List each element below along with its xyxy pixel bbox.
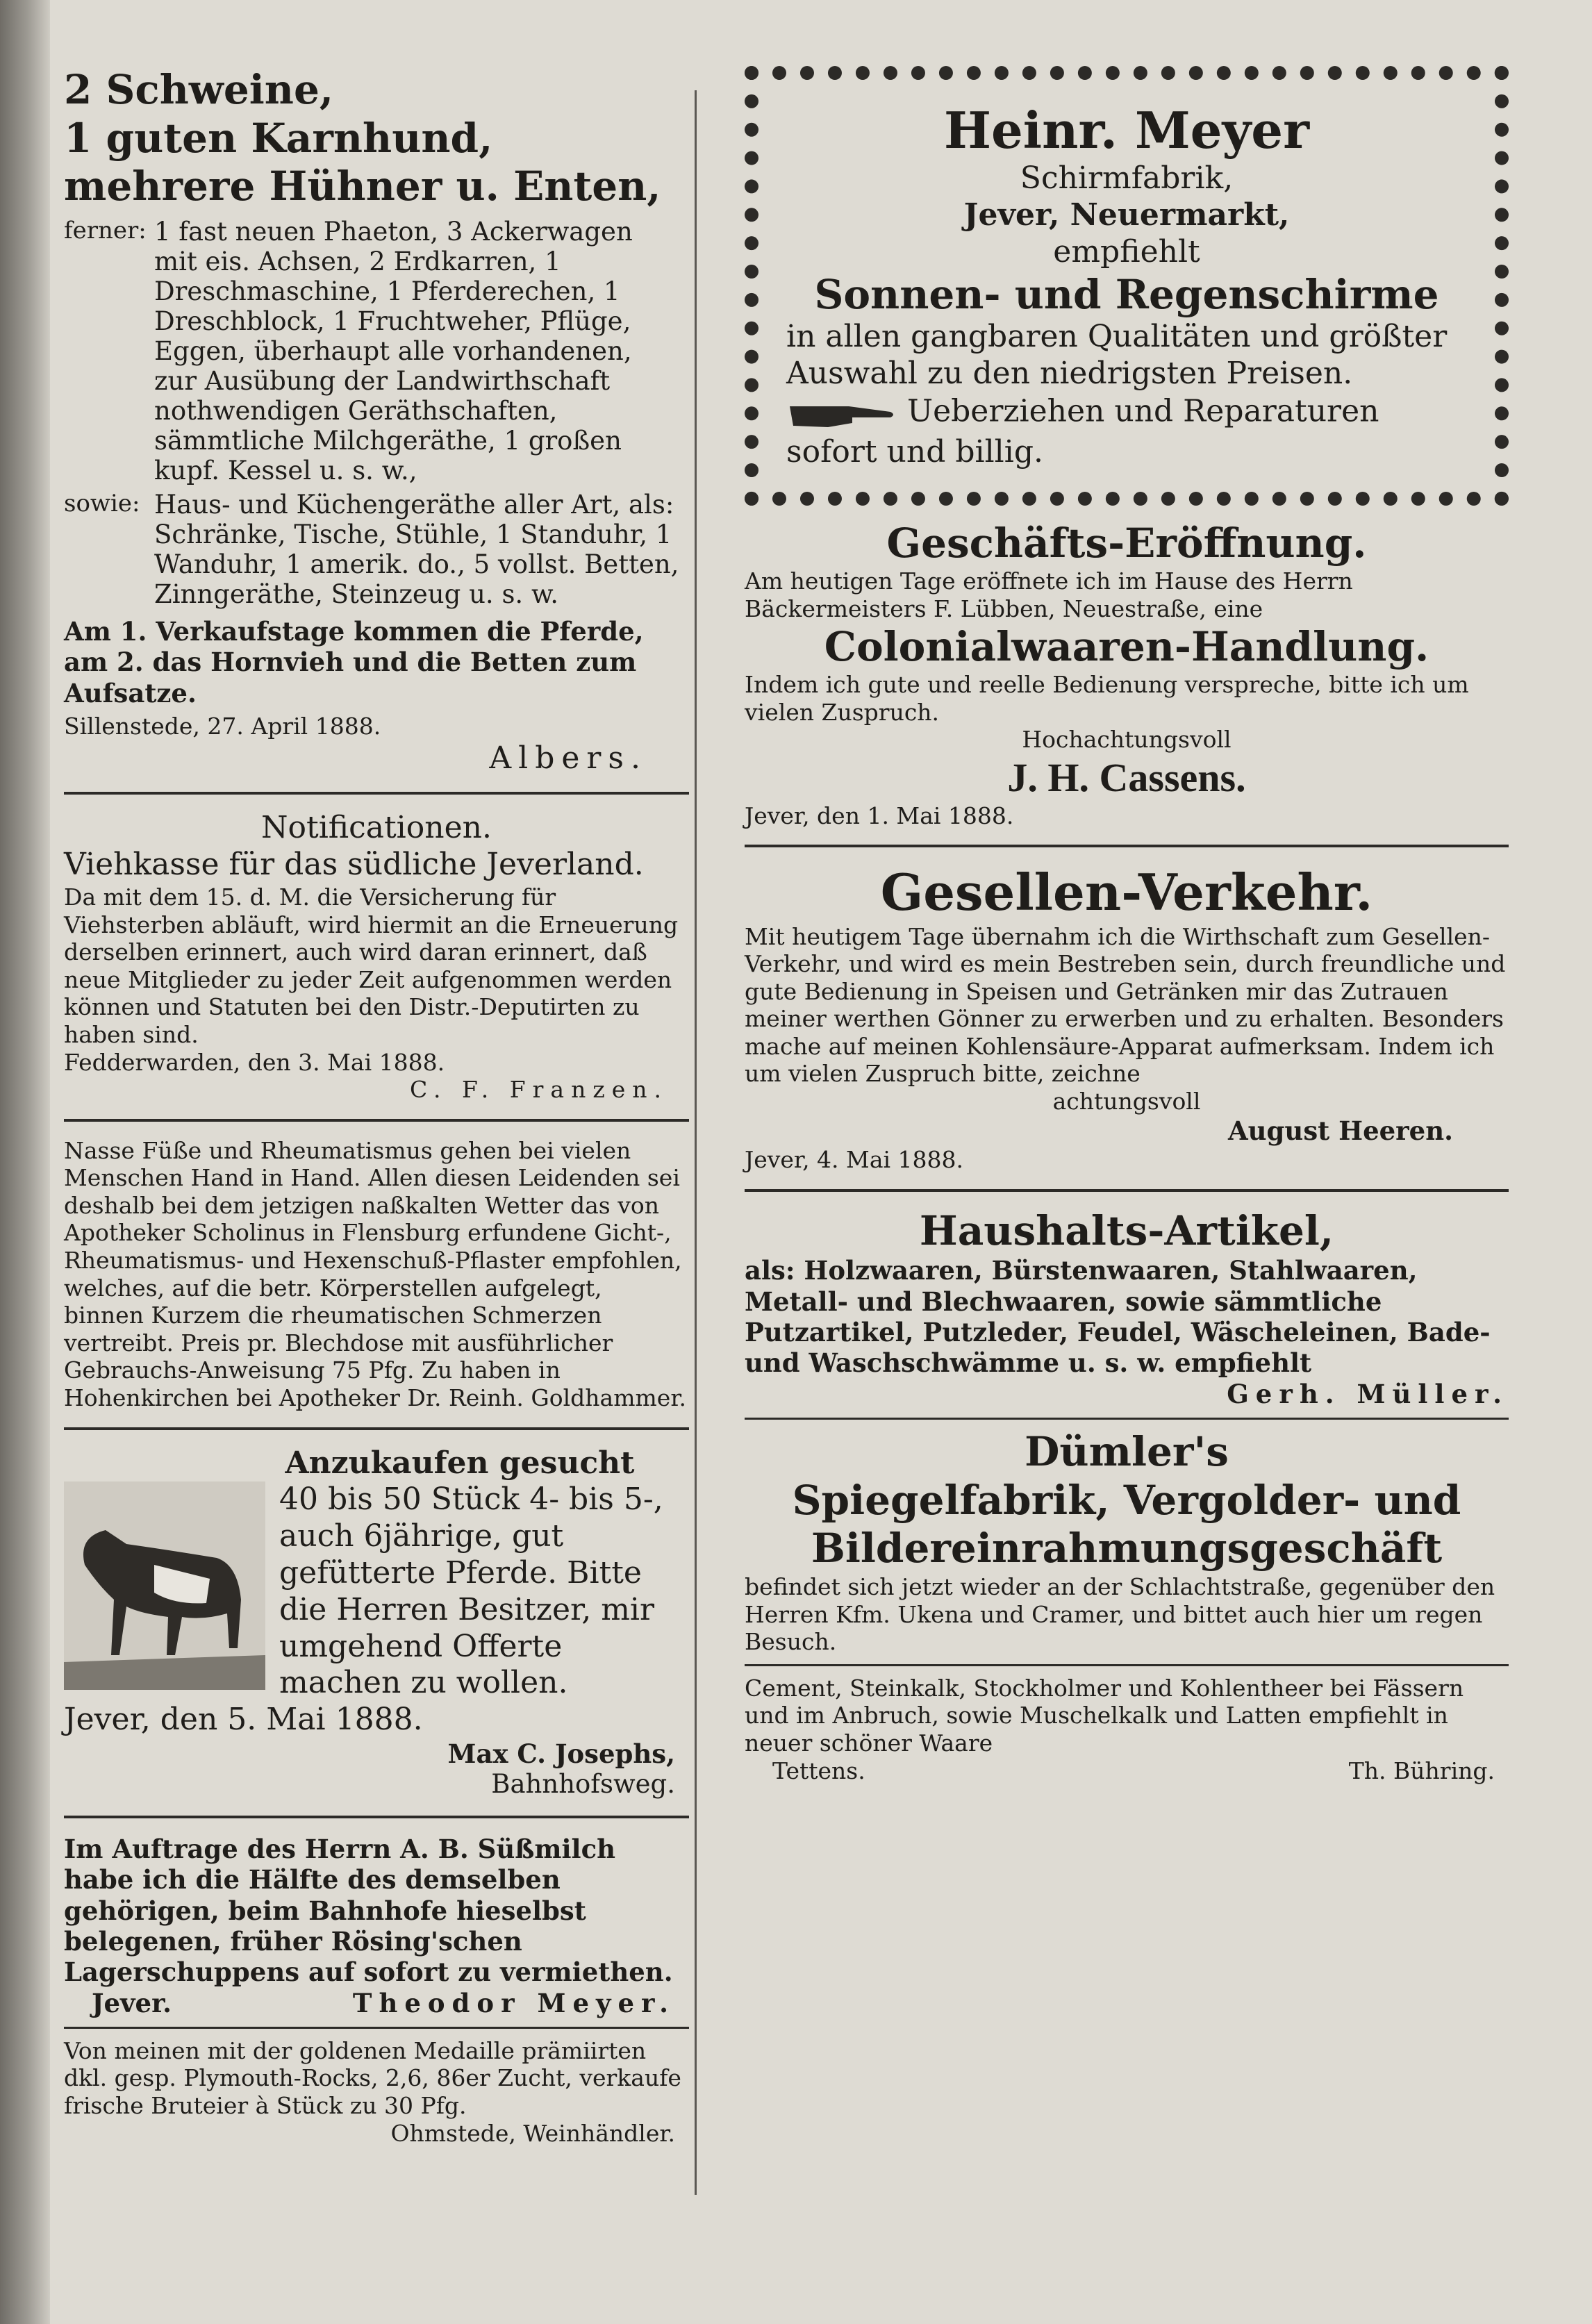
auction-line-3: mehrere Hühner u. Enten,	[64, 163, 661, 210]
gesellen-signature: August Heeren.	[1227, 1115, 1453, 1146]
meyer-body: in allen gangbaren Qualitäten und größter Auswahl zu den niedrigsten Preisen.	[786, 319, 1448, 392]
rule	[64, 1119, 689, 1122]
duemler-line-2: Spiegelfabrik, Vergolder- und	[792, 1476, 1461, 1524]
horses-signature: Max C. Josephs,	[447, 1738, 675, 1769]
auction-line-1: 2 Schweine,	[64, 66, 334, 113]
opening-shop: Colonialwaaren-Handlung.	[824, 622, 1429, 670]
opening-body-2: Indem ich gute und reelle Bedienung verspreche, bitte ich um vielen Zuspruch.	[745, 671, 1469, 726]
rule	[64, 2027, 689, 2029]
rule	[745, 1189, 1509, 1192]
auction-signature: Albers.	[489, 740, 647, 776]
meyer-address: Jever, Neuermarkt,	[963, 197, 1290, 233]
rheuma-ad	[64, 1137, 689, 1412]
notif-subheading: Viehkasse für das südliche Jeverland.	[64, 847, 644, 883]
rule	[745, 845, 1509, 847]
horses-heading: Anzukaufen gesucht	[285, 1445, 635, 1481]
auction-note: Am 1. Verkaufstage kommen die Pferde, am 2. das Hornvieh und die Betten zum Aufsatze.	[64, 615, 644, 708]
gesellen-heading: Gesellen-Verkehr.	[880, 863, 1373, 922]
rule	[64, 1816, 689, 1818]
rheuma-body: Nasse Füße und Rheumatismus gehen bei vielen Menschen Hand in Hand. Allen diesen Leidenden sei deshalb bei dem jetzigen naßkalten Wetter das von Apotheker Scholinus in Flensburg erfundene Gicht-, Rheumatismus- und Hexenschuß-Pflaster empfohlen, welches, auf die betr. Körperstellen aufgelegt, binnen Kurzem die rheumatischen Schmerzen vertreibt. Preis pr. Blechdose mit ausführlicher Gebrauchs-Anweisung 75 Pfg. Zu haben in Hohenkirchen bei Apotheker Dr. Reinh. Goldhammer.	[64, 1136, 686, 1412]
sowie-text: Haus- und Küchengeräthe aller Art, als: Schränke, Tische, Stühle, 1 Standuhr, 1 Wanduhr, 1 amerik. do., 5 vollst. Betten, Zinngeräthe, Steinzeug u. s. w.	[154, 489, 679, 609]
cement-signature: Th. Bühring.	[1348, 1757, 1495, 1784]
duemler-body: befindet sich jetzt wieder an der Schlachtstraße, gegenüber den Herren Kfm. Ukena und Cramer, und bittet auch hier um regen Besuch.	[745, 1572, 1495, 1656]
meyer-product: Sonnen- und Regenschirme	[814, 270, 1439, 318]
haushalt-heading: Haushalts-Artikel,	[919, 1206, 1334, 1254]
ferner-label: ferner:	[64, 216, 147, 244]
gesellen-regards: achtungsvoll	[1052, 1088, 1201, 1115]
horses-ad	[64, 1445, 689, 1800]
rent-signature: Theodor Meyer.	[352, 1987, 675, 2018]
notif-body: Da mit dem 15. d. M. die Versicherung für Viehsterben abläuft, wird hiermit an die Erneuerung derselben erinnert, auch wird daran erinnert, daß neue Mitglieder zu jeder Zeit aufgenommen werden können und Statuten bei den Distr.-Deputirten zu haben sind.	[64, 883, 679, 1048]
horse-illustration-icon	[64, 1481, 265, 1690]
duemler-ad	[745, 1428, 1509, 1656]
column-divider	[695, 90, 697, 2195]
notif-place-date: Fedderwarden, den 3. Mai 1888.	[64, 1048, 445, 1076]
haushalt-signature: Gerh. Müller.	[1227, 1378, 1509, 1409]
rent-body: Im Auftrage des Herrn A. B. Süßmilch habe ich die Hälfte des demselben gehörigen, beim Bahnhofe hieselbst belegenen, früher Rösing'schen Lagerschuppens auf sofort zu vermiethen.	[64, 1833, 673, 1988]
opening-signature: J. H. Cassens.	[1007, 754, 1246, 800]
rule	[745, 1418, 1509, 1420]
cement-body: Cement, Steinkalk, Stockholmer und Kohlentheer bei Fässern und im Anbruch, sowie Muschelkalk und Latten empfiehlt in neuer schöner Waare	[745, 1674, 1464, 1757]
meyer-repair: Ueberziehen und Reparaturen sofort und billig.	[786, 393, 1379, 470]
haushalt-ad	[745, 1207, 1509, 1410]
auction-place-date: Sillenstede, 27. April 1888.	[64, 712, 381, 740]
notif-heading: Notificationen.	[261, 810, 492, 846]
eggs-body: Von meinen mit der goldenen Medaille prämiirten dkl. gesp. Plymouth-Rocks, 2,6, 86er Zucht, verkaufe frische Bruteier à Stück zu 30 Pfg.	[64, 2036, 681, 2119]
rule	[745, 1664, 1509, 1666]
rent-ad	[64, 1834, 689, 2018]
gesellen-place-date: Jever, 4. Mai 1888.	[745, 1146, 964, 1174]
gesellen-ad	[745, 863, 1509, 1174]
meyer-name: Heinr. Meyer	[943, 101, 1310, 160]
duemler-line-3: Bildereinrahmungsgeschäft	[811, 1525, 1443, 1572]
horses-body: 40 bis 50 Stück 4- bis 5-, auch 6jährige, gut gefütterte Pferde. Bitte die Herren Besitzer, mir umgehend Offerte machen zu wollen.	[279, 1481, 663, 1701]
eggs-ad	[64, 2037, 689, 2147]
right-column	[745, 66, 1509, 1784]
rent-place: Jever.	[92, 1987, 172, 2018]
left-column	[64, 66, 689, 2147]
notif-signature: C. F. Franzen.	[409, 1076, 668, 1104]
opening-ad	[745, 520, 1509, 829]
meyer-trade: Schirmfabrik,	[1020, 160, 1234, 197]
sowie-label: sowie:	[64, 489, 140, 517]
opening-place-date: Jever, den 1. Mai 1888.	[745, 802, 1014, 829]
auction-line-2: 1 guten Karnhund,	[64, 114, 493, 162]
haushalt-body: als: Holzwaaren, Bürstenwaaren, Stahlwaaren, Metall- und Blechwaaren, sowie sämmtliche Putzartikel, Putzleder, Feudel, Wäscheleinen, Bade- und Waschschwämme u. s. w. empfiehlt	[745, 1255, 1491, 1379]
meyer-recommends: empfiehlt	[1053, 233, 1200, 269]
rule	[64, 1427, 689, 1430]
opening-heading: Geschäfts-Eröffnung.	[886, 519, 1367, 567]
cement-place: Tettens.	[772, 1757, 865, 1784]
notifications-ad	[64, 810, 689, 1103]
horses-street: Bahnhofsweg.	[491, 1769, 675, 1800]
eggs-signature: Ohmstede, Weinhändler.	[390, 2119, 675, 2147]
duemler-name: Dümler's	[1025, 1428, 1229, 1476]
adjacent-page-edge	[0, 0, 50, 2324]
newspaper-page	[50, 0, 1592, 2324]
ferner-text: 1 fast neuen Phaeton, 3 Ackerwagen mit eis. Achsen, 2 Erdkarren, 1 Dreschmaschine, 1 Pferderechen, 1 Dreschblock, 1 Fruchtweher, Pflüge, Eggen, überhaupt alle vorhandenen, zur Ausübung der Landwirthschaft nothwendigen Geräthschaften, sämmtliche Milchgeräthe, 1 großen kupf. Kessel u. s. w.,	[154, 216, 633, 485]
horses-place-date: Jever, den 5. Mai 1888.	[64, 1702, 423, 1738]
auction-ad	[64, 66, 689, 777]
opening-regards: Hochachtungsvoll	[1022, 726, 1232, 754]
rule	[64, 792, 689, 795]
gesellen-body: Mit heutigem Tage übernahm ich die Wirthschaft zum Gesellen-Verkehr, und wird es mein Bestreben sein, durch freundliche und gute Bedienung in Speisen und Getränken mir das Zutrauen meiner werthen Gönner zu erwerben und zu erhalten. Besonders mache auf meinen Kohlensäure-Apparat aufmerksam. Indem ich um vielen Zuspruch bitte, zeichne	[745, 922, 1506, 1088]
pointing-hand-icon	[786, 392, 897, 434]
cement-ad	[745, 1675, 1509, 1784]
meyer-ad-frame	[745, 66, 1509, 506]
opening-body-1: Am heutigen Tage eröffnete ich im Hause des Herrn Bäckermeisters F. Lübben, Neuestraße, eine	[745, 567, 1353, 622]
